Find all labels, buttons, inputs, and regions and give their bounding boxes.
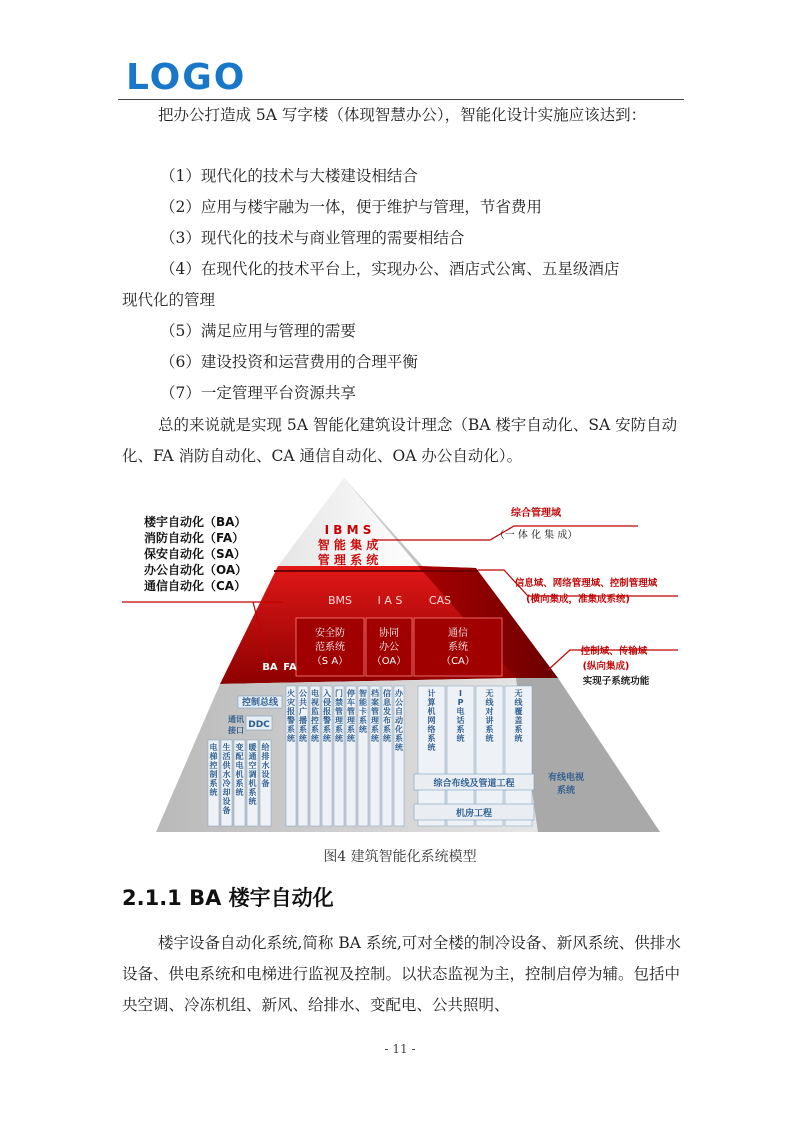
left-labels <box>144 514 247 593</box>
ibms-label-2: 智 能 集 成 <box>317 538 379 552</box>
ibms-label: I B M S <box>324 523 372 537</box>
sa-label-1: 安全防 <box>315 628 345 639</box>
security-subsystem-label: 智能卡系统 <box>359 689 367 734</box>
left-label-fa: 消防自动化（FA） <box>144 531 245 545</box>
right-label-low-3: 实现子系统功能 <box>582 676 650 687</box>
ba-paragraph: 楼宇设备自动化系统,简称 BA 系统,可对全楼的制冷设备、新风系统、供排水设备、供电系统和电梯进行监视及控制。以状态监视为主，控制启停为辅。包括中央空调、冷冻机组、新风、给排水、变配电、公共照明、 <box>122 934 681 1014</box>
pyramid-base-side <box>516 678 660 832</box>
control-bus-label: 控制总线 <box>241 698 279 708</box>
security-subsystem-label: 停车管理系统 <box>347 689 355 743</box>
oa-label-2: 办公 <box>379 642 399 653</box>
figure-caption: 图4 建筑智能化系统模型 <box>323 849 477 865</box>
bms-label: BMS <box>327 594 353 607</box>
security-subsystem-label: 火灾报警系统 <box>287 689 295 743</box>
requirement-item-3: （3）现代化的技术与商业管理的需要相结合 <box>160 229 465 247</box>
right-label-top-2: （一 体 化 集 成） <box>494 530 578 541</box>
logo: LOGO <box>126 57 247 98</box>
building-subsystem-label: 给排水设备 <box>261 743 270 788</box>
building-subsystem-label: 暖通空调机系统 <box>248 743 257 806</box>
requirement-item-1: （1）现代化的技术与大楼建设相结合 <box>160 167 418 185</box>
machine-room-label: 机房工程 <box>455 809 493 819</box>
security-subsystem-label: 门禁管理系统 <box>335 689 343 743</box>
intro-paragraph: 把办公打造成 5A 写字楼（体现智慧办公），智能化设计实施应该达到： <box>158 106 647 124</box>
requirement-item-4-cont: 现代化的管理 <box>122 291 216 309</box>
cas-label: CAS <box>428 594 452 607</box>
right-label-low-2: (纵向集成) <box>582 661 630 672</box>
ca-label-3: （CA） <box>441 656 475 667</box>
requirement-item-6: （6）建设投资和运营费用的合理平衡 <box>160 353 418 371</box>
sa-label-2: 范系统 <box>315 642 345 653</box>
catv-label-1: 有线电视 <box>547 773 585 783</box>
security-subsystem-label: 公共广播系统 <box>299 689 307 743</box>
building-subsystem-label: 变配电机系统 <box>235 743 244 797</box>
page-number: - 11 - <box>384 1042 416 1056</box>
building-subsystem-label: 生活供水冷却设备 <box>222 743 231 815</box>
interface-label-2: 接口 <box>228 726 244 735</box>
ca-label-2: 系统 <box>448 642 468 653</box>
requirement-item-2: （2）应用与楼宇融为一体，便于维护与管理，节省费用 <box>160 198 542 216</box>
security-subsystem-label: 信息发布系统 <box>383 689 391 743</box>
communication-subsystem-label: I P 电话系统 <box>456 689 465 743</box>
building-subsystem-label: 电梯控制系统 <box>209 743 218 797</box>
communication-subsystem-label: 无线覆盖系统 <box>514 689 523 743</box>
sa-label-3: （S A） <box>311 656 349 667</box>
fa-label: FA <box>283 662 297 673</box>
right-label-mid-1: 信息域、网络管理域、控制管理域 <box>514 578 658 589</box>
summary-paragraph: 总的来说就是实现 5A 智能化建筑设计理念（BA 楼宇自动化、SA 安防自动化、FA 消防自动化、CA 通信自动化、OA 办公自动化）。 <box>122 416 678 465</box>
right-label-top-1: 综合管理域 <box>511 508 561 519</box>
ba-label: BA <box>262 662 278 673</box>
ddc-label: DDC <box>248 720 270 730</box>
security-subsystem-label: 电视监控系统 <box>311 689 319 743</box>
section-number: 2.1.1 <box>122 886 182 910</box>
security-subsystem-label: 办公自动化系统 <box>395 689 403 752</box>
left-label-ca: 通信自动化（CA） <box>144 579 247 593</box>
security-subsystem-label: 档案管理系统 <box>371 689 379 743</box>
left-label-sa: 保安自动化（SA） <box>144 547 246 561</box>
communication-subsystem-label: 计算机网络系统 <box>427 689 436 752</box>
pyramid-figure <box>118 478 688 838</box>
right-label-low-1: 控制域、传输域 <box>580 646 648 657</box>
ias-label: I A S <box>377 594 403 607</box>
requirement-item-4: （4）在现代化的技术平台上，实现办公、酒店式公寓、五星级酒店 <box>160 260 620 278</box>
cabling-label: 综合布线及管道工程 <box>433 779 515 789</box>
oa-label-1: 协同 <box>379 628 399 639</box>
interface-label-1: 通讯 <box>228 715 244 724</box>
oa-label-3: （OA） <box>371 656 407 667</box>
ca-label-1: 通信 <box>448 628 468 639</box>
security-subsystem-label: 入侵报警系统 <box>323 689 331 743</box>
section-title-text: BA 楼宇自动化 <box>189 886 334 910</box>
left-label-oa: 办公自动化（OA） <box>144 563 248 577</box>
section-heading <box>122 882 334 912</box>
left-label-ba: 楼宇自动化（BA） <box>144 515 247 529</box>
right-label-mid-2: (横向集成，准集成系统) <box>526 594 630 605</box>
requirement-item-5: （5）满足应用与管理的需要 <box>160 322 356 340</box>
communication-subsystem-label: 无线对讲系统 <box>485 689 494 743</box>
ibms-label-3: 管 理 系 统 <box>317 553 379 567</box>
catv-label-2: 系统 <box>556 786 576 796</box>
requirement-item-7: （7）一定管理平台资源共享 <box>160 384 356 402</box>
pyramid-diagram <box>118 478 688 838</box>
